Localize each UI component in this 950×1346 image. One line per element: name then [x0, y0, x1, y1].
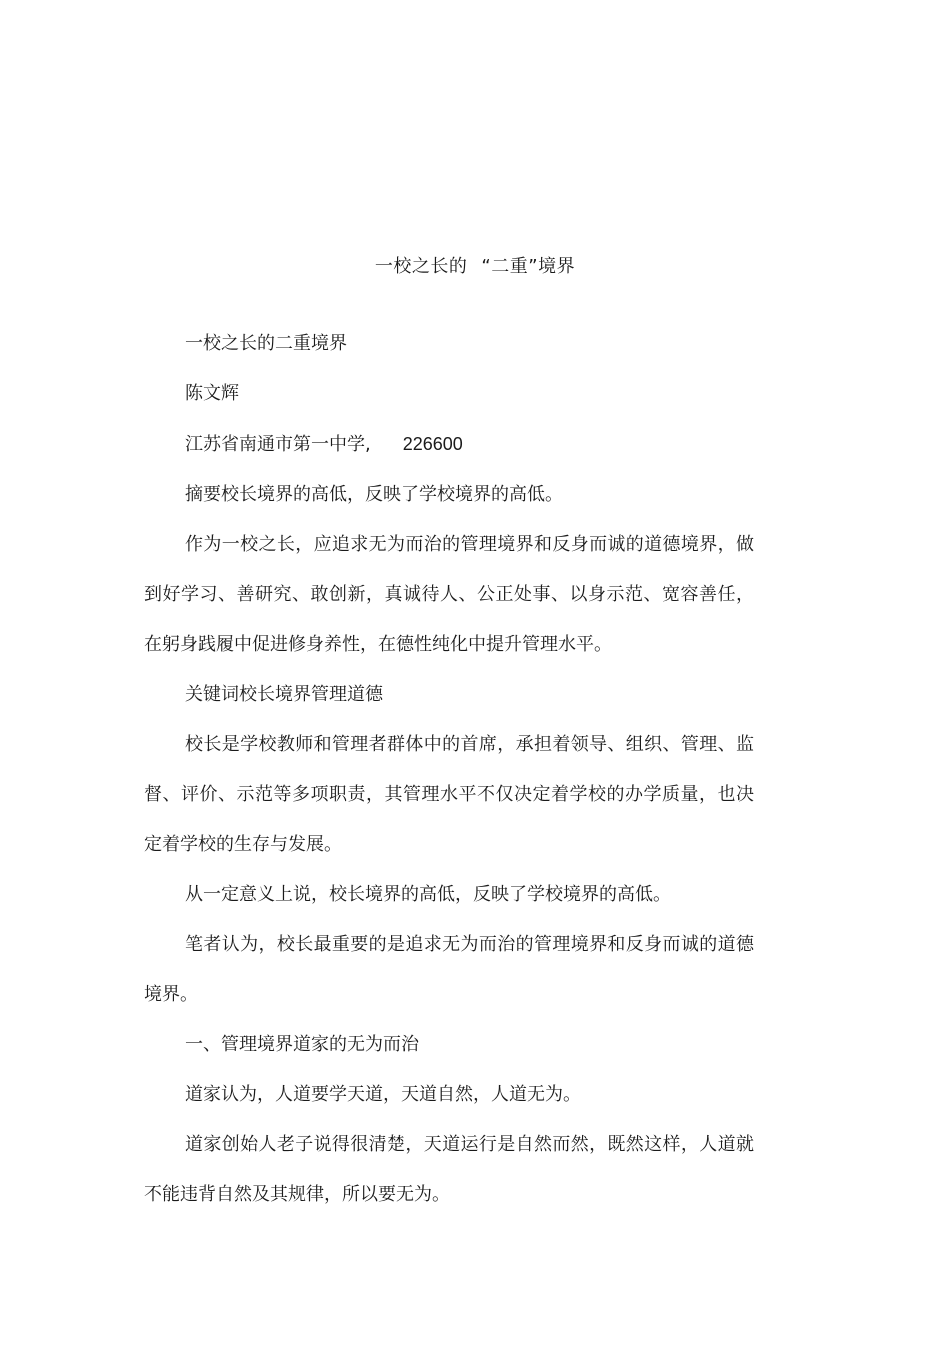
paragraph: 笔者认为，校长最重要的是追求无为而治的管理境界和反身而诚的道德境界。 — [144, 934, 754, 1005]
paragraph: 作为一校之长，应追求无为而治的管理境界和反身而诚的道德境界，做到好学习、善研究、敢创新，真诚待人、公正处事、以身示范、宽容善任，在躬身践履中促进修身养性，在德性纯化中提升管理水平。 — [144, 534, 754, 655]
subtitle: 一校之长的二重境界 — [185, 333, 347, 354]
document-body — [144, 319, 754, 1220]
paragraph: 从一定意义上说，校长境界的高低，反映了学校境界的高低。 — [185, 884, 671, 905]
title-part-1: 一校之长的 — [374, 256, 468, 277]
title-part-2: “二重”境界 — [481, 256, 576, 277]
paragraph: 校长是学校教师和管理者群体中的首席，承担着领导、组织、管理、监督、评价、示范等多项职责，其管理水平不仅决定着学校的办学质量，也决定着学校的生存与发展。 — [144, 734, 754, 855]
postcode: 226600 — [402, 434, 463, 454]
affiliation-line — [144, 419, 754, 470]
paragraph: 道家创始人老子说得很清楚，天道运行是自然而然，既然这样，人道就不能违背自然及其规律，所以要无为。 — [144, 1134, 754, 1205]
paragraph-keywords: 关键词校长境界管理道德 — [185, 684, 383, 705]
affiliation: 江苏省南通市第一中学, — [185, 434, 371, 455]
section-heading: 一、管理境界道家的无为而治 — [185, 1034, 419, 1055]
document-title — [0, 256, 950, 278]
paragraph-abstract: 摘要校长境界的高低，反映了学校境界的高低。 — [185, 484, 563, 505]
paragraph: 道家认为，人道要学天道，天道自然，人道无为。 — [185, 1084, 581, 1105]
author: 陈文辉 — [185, 383, 239, 404]
